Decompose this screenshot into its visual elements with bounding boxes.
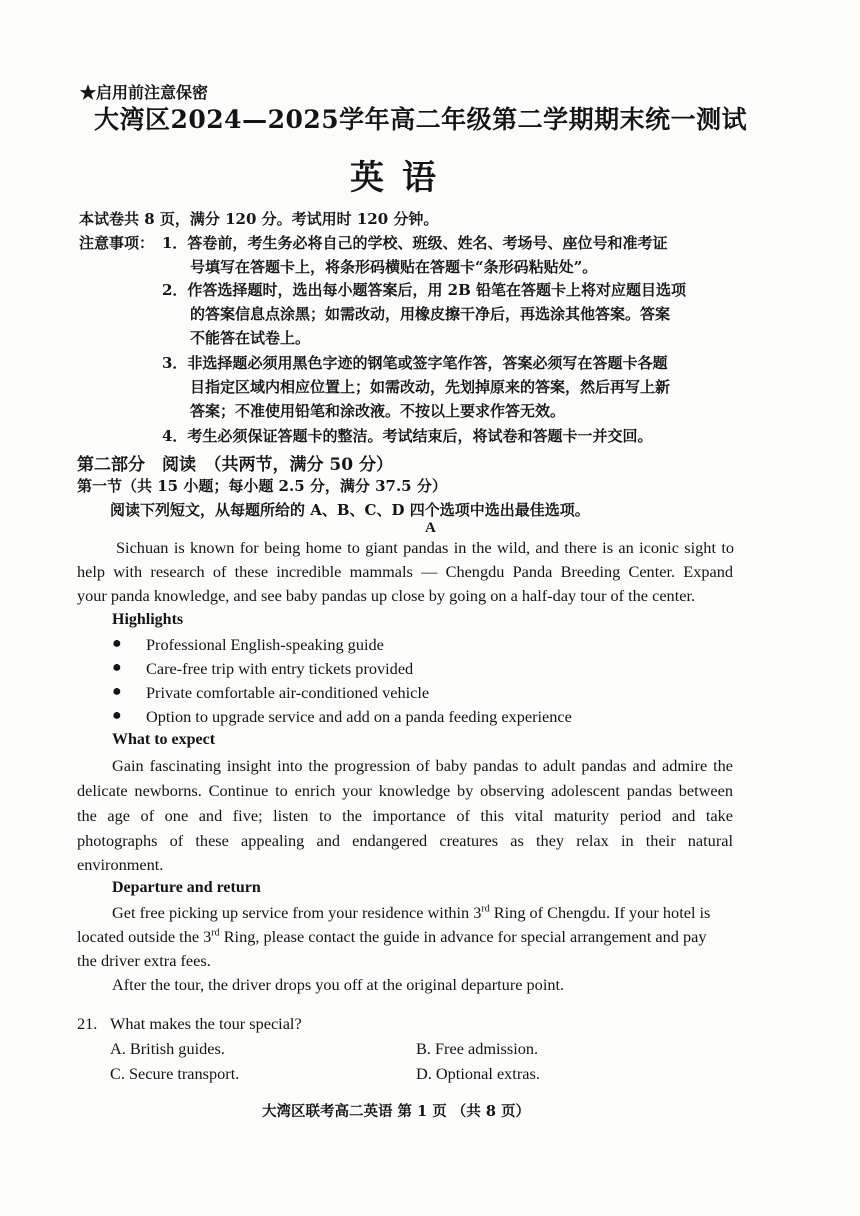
instructions-label: 注意事项： [79,234,155,252]
instruction-3-line-1: 3．非选择题必须用黑色字迹的钢笔或签字笔作答，答案必须写在答题卡各题 [162,354,668,372]
passage-p3-line-1: Get free picking up service from your residence within 3rd Ring of Chengdu. If your hotel is [112,903,711,922]
instruction-3-line-3: 答案；不准使用铅笔和涂改液。不按以上要求作答无效。 [190,402,566,420]
instruction-1-line-1: 1．答卷前，考生务必将自己的学校、班级、姓名、考场号、座位号和准考证 [162,234,668,252]
highlight-item: Private comfortable air-conditioned vehicle [146,683,430,702]
passage-p4: After the tour, the driver drops you off at the original departure point. [112,975,565,994]
confidential-note: ★启用前注意保密 [80,83,209,102]
passage-p2-line-2: delicate newborns. Continue to enrich your knowledge by observing adolescent pandas between [77,781,733,800]
instruction-2-line-1: 2．作答选择题时，选出每小题答案后，用 2B 铅笔在答题卡上将对应题目选项 [162,281,686,299]
exam-title: 大湾区2024—2025学年高二年级第二学期期末统一测试 [94,105,748,134]
instruction-1-line-2: 号填写在答题卡上，将条形码横贴在答题卡“条形码粘贴处”。 [190,258,598,276]
highlight-item: Option to upgrade service and add on a panda feeding experience [146,707,572,726]
passage-p2-line-3: the age of one and five; listen to the importance of this vital maturity period and take [77,806,733,825]
passage-p1-line-3: your panda knowledge, and see baby pandas up close by going on a half-day tour of the center. [77,586,696,605]
instruction-4: 4．考生必须保证答题卡的整洁。考试结束后，将试卷和答题卡一并交回。 [162,427,653,445]
page-footer: 大湾区联考高二英语 第 1 页 （共 8 页） [262,1103,530,1120]
passage-p3-line-3: the driver extra fees. [77,951,211,970]
highlight-item: Care-free trip with entry tickets provided [146,659,414,678]
bullet-dot: ● [112,659,122,676]
instruction-2-line-2: 的答案信息点涂黑；如需改动，用橡皮擦干净后，再选涂其他答案。答案 [190,305,671,323]
part-title: 第二部分 阅读 （共两节，满分 50 分） [77,455,393,475]
expect-heading: What to expect [112,731,216,748]
instruction-3-line-2: 目指定区域内相应位置上；如需改动，先划掉原来的答案，然后再写上新 [190,378,671,396]
bullet-dot: ● [112,635,122,652]
option-c: C. Secure transport. [110,1064,240,1083]
option-d: D. Optional extras. [416,1064,540,1083]
passage-p2-line-5: environment. [77,855,164,874]
question-stem: What makes the tour special? [110,1014,302,1033]
passage-p2-line-1: Gain fascinating insight into the progression of baby pandas to adult pandas and admire the [112,756,733,775]
reading-direction: 阅读下列短文，从每题所给的 A、B、C、D 四个选项中选出最佳选项。 [110,501,590,519]
instructions-intro: 本试卷共 8 页，满分 120 分。考试用时 120 分钟。 [79,210,439,228]
passage-p1-line-1: Sichuan is known for being home to giant pandas in the wild, and there is an iconic sight to [116,538,734,557]
bullet-dot: ● [112,707,122,724]
question-number: 21. [77,1014,98,1033]
passage-label: A [425,520,436,536]
subject-title: 英语 [350,158,454,198]
departure-heading: Departure and return [112,879,261,896]
passage-p1-line-2: help with research of these incredible mammals — Chengdu Panda Breeding Center. Expand [77,562,733,581]
highlights-heading: Highlights [112,611,184,628]
option-a: A. British guides. [110,1039,225,1058]
section-title: 第一节（共 15 小题；每小题 2.5 分，满分 37.5 分） [77,477,447,495]
option-b: B. Free admission. [416,1039,539,1058]
highlight-item: Professional English-speaking guide [146,635,384,654]
bullet-dot: ● [112,683,122,700]
passage-p2-line-4: photographs of these appealing and endangered creatures as they relax in their natural [77,831,733,850]
instruction-2-line-3: 不能答在试卷上。 [190,329,311,347]
passage-p3-line-2: located outside the 3rd Ring, please contact the guide in advance for special arrangement and pay [77,927,707,946]
